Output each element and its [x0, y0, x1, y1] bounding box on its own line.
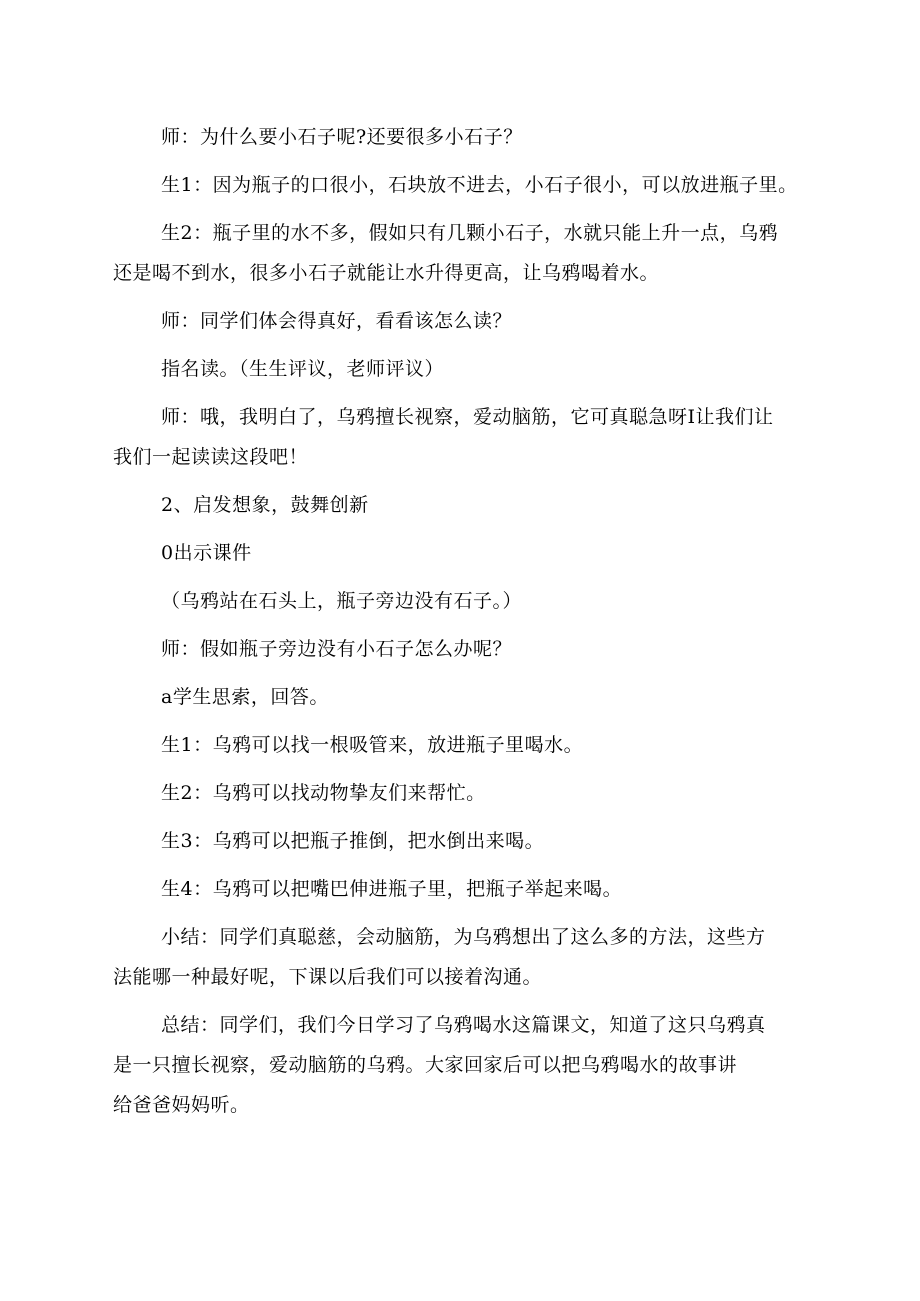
paragraph-14 [137, 821, 787, 861]
paragraph-7 [137, 485, 787, 525]
paragraph-10 [137, 629, 787, 669]
paragraph-17 [113, 1005, 787, 1125]
paragraph-line: 我们一起读读这段吧！ [113, 446, 309, 468]
paragraph-line: （乌鸦站在石头上，瓶子旁边没有石子。） [161, 590, 523, 612]
paragraph-line: 小结：同学们真聪慈，会动脑筋，为乌鸦想出了这么多的方法，这些方 [161, 926, 766, 948]
paragraph-line: 还是喝不到水，很多小石子就能让水升得更高，让乌鸦喝着水。 [113, 262, 660, 284]
section-heading: 2、启发想象，鼓舞创新 [161, 494, 369, 516]
paragraph-line: 师：同学们体会得真好，看看该怎么读？ [161, 310, 513, 332]
paragraph-line: 生4：乌鸦可以把嘴巴伸进瓶子里，把瓶子举起来喝。 [161, 878, 623, 900]
paragraph-16 [113, 917, 787, 997]
paragraph-line: 生1：乌鸦可以找一根吸管来，放进瓶子里喝水。 [161, 734, 584, 756]
paragraph-4 [137, 301, 787, 341]
paragraph-line: 师：假如瓶子旁边没有小石子怎么办呢？ [161, 638, 513, 660]
paragraph-8 [137, 533, 787, 573]
paragraph-line: 0出示课件 [161, 542, 252, 564]
paragraph-3 [113, 213, 787, 293]
paragraph-12 [137, 725, 787, 765]
paragraph-line: 生2：瓶子里的水不多，假如只有几颗小石子，水就只能上升一点，乌鸦 [161, 222, 779, 244]
paragraph-line: 生1：因为瓶子的口很小，石块放不进去，小石子很小，可以放进瓶子里。 [161, 174, 798, 196]
paragraph-line: 总结：同学们，我们今日学习了乌鸦喝水这篇课文，知道了这只乌鸦真 [161, 1014, 766, 1036]
paragraph-13 [137, 773, 787, 813]
paragraph-line: a学生思索，回答。 [161, 686, 329, 708]
paragraph-line: 法能哪一种最好呢，下课以后我们可以接着沟通。 [113, 966, 543, 988]
paragraph-6 [113, 397, 787, 477]
paragraph-2 [137, 165, 798, 205]
paragraph-9 [137, 581, 787, 621]
paragraph-line: 是一只擅长视察，爱动脑筋的乌鸦。大家回家后可以把乌鸦喝水的故事讲 [113, 1054, 738, 1076]
paragraph-line: 给爸爸妈妈听。 [113, 1094, 250, 1116]
paragraph-line: 师：为什么要小石子呢?还要很多小石子？ [161, 126, 523, 148]
paragraph-1 [137, 117, 787, 157]
paragraph-line: 生3：乌鸦可以把瓶子推倒，把水倒出来喝。 [161, 830, 545, 852]
paragraph-line: 师：哦，我明白了，乌鸦擅长视察，爱动脑筋，它可真聪急呀I让我们让 [161, 406, 774, 428]
paragraph-15 [137, 869, 787, 909]
paragraph-11 [137, 677, 787, 717]
document-body [113, 117, 798, 1125]
paragraph-line: 指名读。（生生评议，老师评议） [161, 358, 445, 380]
paragraph-line: 生2：乌鸦可以找动物挚友们来帮忙。 [161, 782, 486, 804]
paragraph-5 [137, 349, 787, 389]
